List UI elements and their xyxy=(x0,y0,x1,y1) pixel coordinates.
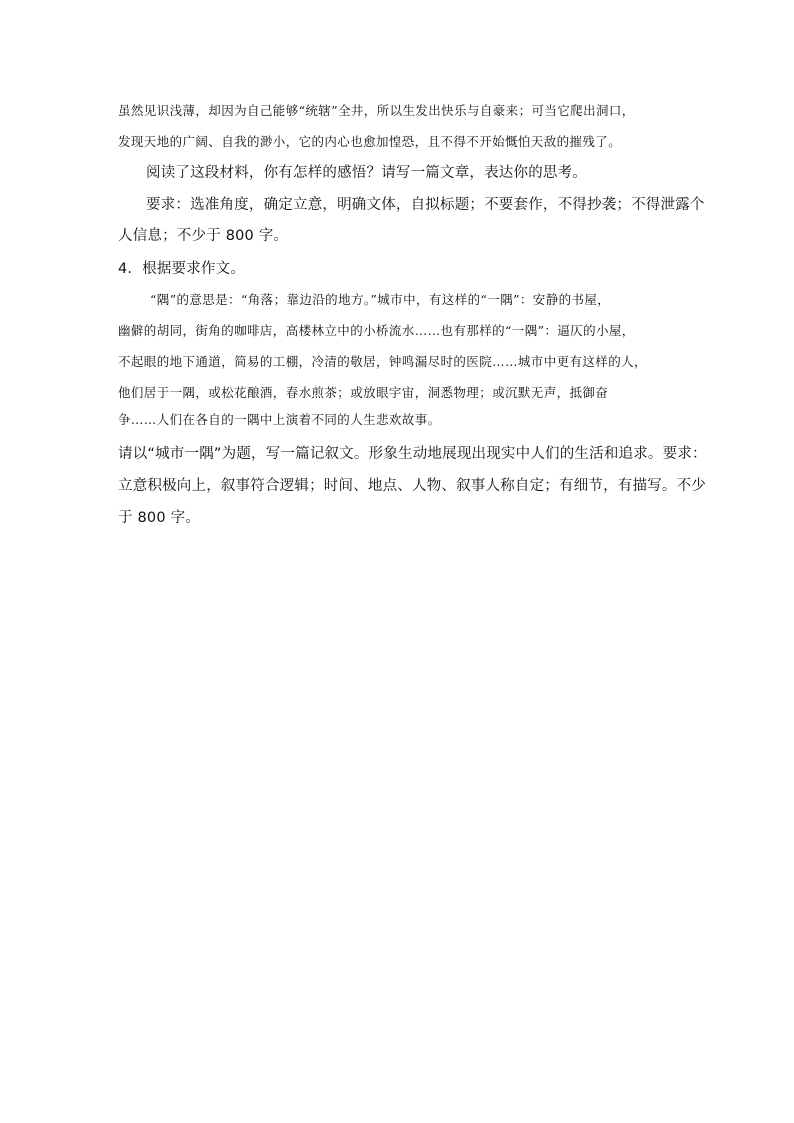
passage-line-2: 发现天地的广阔、自我的渺小，它的内心也愈加惶恐，且不得不开始慨怕天敌的摧残了。 xyxy=(118,134,622,149)
question3-requirements-line-2: 人信息；不少于 800 字。 xyxy=(118,228,289,244)
question4-heading: 4．根据要求作文。 xyxy=(118,261,246,277)
question4-task-line-2: 立意积极向上，叙事符合逻辑；时间、地点、人物、叙事人称自定；有细节，有描写。不少 xyxy=(118,478,706,494)
question3-prompt: 阅读了这段材料，你有怎样的感悟？请写一篇文章，表达你的思考。 xyxy=(146,165,587,181)
material-line: “隅”的意思是：“角落；靠边沿的地方。”城市中，有这样的“一隅”：安静的书屋， xyxy=(150,292,611,307)
material-line: 他们居于一隅，或松花酿酒，春水煎茶；或放眼宇宙，洞悉物理；或沉默无声，抵御奋 xyxy=(118,385,609,400)
question4-task-line-3: 于 800 字。 xyxy=(118,510,200,526)
question3-requirements-line-1: 要求：选准角度，确定立意，明确文体，自拟标题；不要套作，不得抄袭；不得泄露个 xyxy=(146,197,705,213)
material-line: 争……人们在各自的一隅中上演着不同的人生悲欢故事。 xyxy=(118,412,441,427)
material-line: 不起眼的地下通道，简易的工棚，冷清的敬居，钟鸣漏尽时的医院……城市中更有这样的人， xyxy=(118,354,647,369)
question4-task-line-1: 请以“城市一隅”为题，写一篇记叙文。形象生动地展现出现实中人们的生活和追求。要求： xyxy=(118,446,707,462)
passage-line-1: 虽然见识浅薄，却因为自己能够“统辖”全井，所以生发出快乐与自豪来；可当它爬出洞口， xyxy=(118,103,635,118)
material-line: 幽僻的胡同，街角的咖啡店，高楼林立中的小桥流水……也有那样的“一隅”：逼仄的小屋， xyxy=(118,323,635,338)
